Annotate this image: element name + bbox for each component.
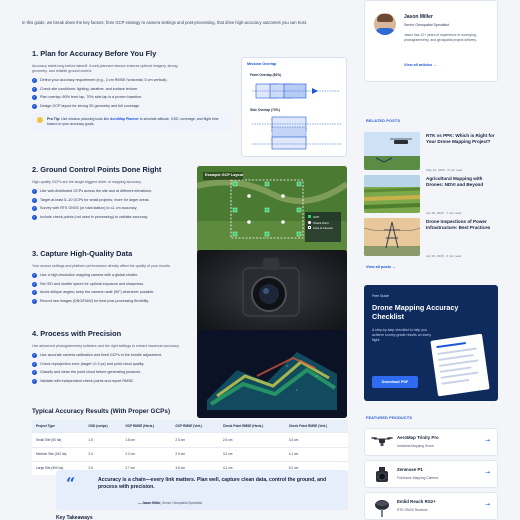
table-title: Typical Accuracy Results (With Proper GCPs) <box>32 408 171 415</box>
list-item: ✓ Record raw images (DNG/RAW) for best post-processing flexibility. <box>33 298 150 303</box>
section-plan <box>22 50 347 160</box>
list-item: ✓ Target at least 5–10 GCPs for small projects; more for larger areas. <box>33 197 150 202</box>
section-capture <box>22 250 347 330</box>
free-guide-card <box>364 285 498 401</box>
check-icon: ✓ <box>33 281 36 286</box>
product-item[interactable]: AeroMap Trinity Pro Industrial Mapping Drone → <box>364 428 498 456</box>
drone-icon <box>371 433 393 453</box>
arrow-right-icon: → <box>484 469 490 476</box>
camera-icon <box>371 465 393 485</box>
table-header-row: Project Type GSD (cm/px) GCP RMSE (Horiz.) GCP RMSE (Vert.) Check Point RMSE (Horiz.) Check Point RMSE (Vert.) <box>32 420 348 433</box>
table-row: Medium Site (150 ha) 2.0 2.2 cm 2.9 cm 3.2 cm 4.1 cm <box>32 447 348 461</box>
checklist-document-image <box>430 334 489 397</box>
guide-badge: Free Guide <box>372 294 389 298</box>
view-all-articles-link[interactable]: View all articles → <box>404 63 438 67</box>
check-icon: ✓ <box>33 214 36 219</box>
section-process <box>22 330 347 410</box>
checklist <box>32 353 192 384</box>
list-item: ✓ Survey with RTK GNSS (or total station) to ≤1 cm accuracy. <box>33 206 138 211</box>
mission-overlap-diagram: Mission Overlap Front Overlap (80%) Side Overlap (70%) <box>241 57 347 157</box>
list-item: ✓ Design GCP layout for strong 3D geometry and full coverage. <box>33 104 141 109</box>
guide-description: A step-by-step checklist to help you achieve survey-grade results on every flight. <box>372 328 432 343</box>
table-row: Small Site (50 ha) 1.5 1.8 cm 2.5 cm 2.6 cm 3.4 cm <box>32 433 348 447</box>
related-post-thumbnail <box>364 175 420 213</box>
related-post-thumbnail <box>364 218 420 256</box>
related-post[interactable]: Agricultural Mapping with Drones: NDVI and Beyond Apr 28, 2025 · 7 min read <box>364 175 498 221</box>
check-icon: ✓ <box>33 189 36 194</box>
check-icon: ✓ <box>33 104 36 109</box>
download-pdf-button[interactable]: Download PDF <box>372 376 418 388</box>
view-all-posts-link[interactable]: View all posts → <box>366 265 396 269</box>
intro-paragraph-2: In this guide, we break down the key factors, from GCP strategy to camera settings and post-processing, that drive high-accuracy outcomes you can trust. <box>22 20 308 25</box>
check-icon: ✓ <box>33 273 36 278</box>
list-item: ✓ Avoid oblique angles; keep the camera nadir (90°) whenever possible. <box>33 290 155 295</box>
author-card <box>364 0 498 82</box>
check-icon: ✓ <box>33 378 36 383</box>
map-legend: GCP Check Point Area of Interest <box>308 215 333 232</box>
list-item: ✓ Use accurate camera calibration and fixed GCPs in the bundle adjustment. <box>33 353 162 358</box>
related-post-thumbnail <box>364 132 420 170</box>
list-item: ✓ Plan overlap: 80% front lap, 70% side lap is a proven baseline. <box>33 95 143 100</box>
check-icon: ✓ <box>33 197 36 202</box>
list-item: ✓ Define your accuracy requirement (e.g., 3 cm RMSE horizontal, 5 cm vertical). <box>33 78 168 83</box>
section-title: 3. Capture High-Quality Data <box>32 249 133 258</box>
related-posts-heading: RELATED POSTS <box>366 119 401 123</box>
check-icon: ✓ <box>33 86 36 91</box>
gcp-layout-image: Example GCP Layout GCP Check Point Area of Interest <box>197 166 347 256</box>
arrow-right-icon: → <box>484 437 490 444</box>
list-item: ✓ Use well-distributed GCPs across the site and at different elevations. <box>33 189 153 194</box>
section-title: 2. Ground Control Points Done Right <box>32 165 162 174</box>
section-lead: Use advanced photogrammetry software and the right settings to extract maximum accuracy. <box>32 343 180 348</box>
list-item: ✓ Validate with independent check points and report RMSE. <box>33 378 135 383</box>
related-post[interactable]: RTK vs PPK: Which is Right for Your Drone Mapping Project? May 12, 2025 · 8 min read <box>364 132 498 178</box>
point-cloud-image <box>197 330 347 418</box>
list-item: ✓ Set ISO and shutter speed for optimal exposure and sharpness. <box>33 281 145 286</box>
pro-tip: Pro Tip: Use mission planning tools like AeroMap Planner to simulate altitude, GSD, coverage, and flight time based on your accuracy goals. <box>32 113 232 131</box>
related-post[interactable]: Drone Inspections of Power Infrastructure: Best Practices Apr 15, 2025 · 6 min read <box>364 218 498 264</box>
list-item: ✓ Include check points (not used in processing) to validate accuracy. <box>33 214 149 219</box>
check-icon: ✓ <box>33 290 36 295</box>
quote-attribution: — Jason Miller, Senior Geospatial Specialist <box>138 501 202 505</box>
arrow-right-icon: → <box>484 501 490 508</box>
section-title: 1. Plan for Accuracy Before You Fly <box>32 49 157 58</box>
list-item: ✓ Check site conditions: lighting, weather, and surface texture. <box>33 86 139 91</box>
checklist <box>32 273 192 304</box>
check-icon: ✓ <box>33 370 36 375</box>
list-item: ✓ Classify and clean the point cloud before generating products. <box>33 370 142 375</box>
check-icon: ✓ <box>33 95 36 100</box>
check-icon: ✓ <box>33 353 36 358</box>
mapping-camera-image <box>197 250 347 340</box>
author-name: Jason Miller <box>404 14 433 20</box>
product-item[interactable]: Emlid Reach RS2+ RTK GNSS Receiver → <box>364 492 498 520</box>
planner-link[interactable]: AeroMap Planner <box>110 116 139 121</box>
product-item[interactable]: Zenmuse P1 Full-frame Mapping Camera → <box>364 460 498 488</box>
pull-quote <box>56 470 348 510</box>
quote-text: Accuracy is a chain—every link matters. Plan well, capture clean data, control the ground, and process with precision. <box>98 477 327 491</box>
list-item: ✓ Use a high-resolution mapping camera with a global shutter. <box>33 273 138 278</box>
gnss-receiver-icon <box>371 497 393 517</box>
lightbulb-icon <box>37 117 43 123</box>
section-title: 4. Process with Precision <box>32 329 122 338</box>
check-icon: ✓ <box>33 206 36 211</box>
list-item: ✓ Check reprojection error (target <0.3 px) and point cloud quality. <box>33 361 145 366</box>
check-icon: ✓ <box>33 361 36 366</box>
featured-products-heading: FEATURED PRODUCTS <box>366 416 413 420</box>
table-row: Large Site (500 ha) 2.5 2.7 cm 3.6 cm 4.1 cm 5.2 cm <box>32 461 348 475</box>
author-bio: Jason has 12+ years of experience in surveying, photogrammetry, and geospatial project delivery. <box>404 33 477 42</box>
section-lead: High-quality GCPs are the single biggest driver of mapping accuracy. <box>32 179 142 184</box>
check-icon: ✓ <box>33 298 36 303</box>
author-role: Senior Geospatial Specialist <box>404 23 449 27</box>
accuracy-table <box>32 420 348 475</box>
check-icon: ✓ <box>33 78 36 83</box>
checklist <box>32 78 192 109</box>
section-lead: Your sensor settings and platform performance directly affect the quality of your results. <box>32 263 171 268</box>
section-gcp <box>22 166 347 261</box>
key-takeaways-heading: Key Takeaways <box>56 515 93 520</box>
checklist <box>32 189 192 220</box>
avatar <box>374 13 396 35</box>
quote-icon: “ <box>66 474 76 493</box>
section-lead: Accuracy starts long before takeoff. A well-planned mission ensures optimal imagery, strong geometry, and reliable ground control. <box>32 63 178 74</box>
guide-title: Drone Mapping Accuracy Checklist <box>372 303 459 321</box>
